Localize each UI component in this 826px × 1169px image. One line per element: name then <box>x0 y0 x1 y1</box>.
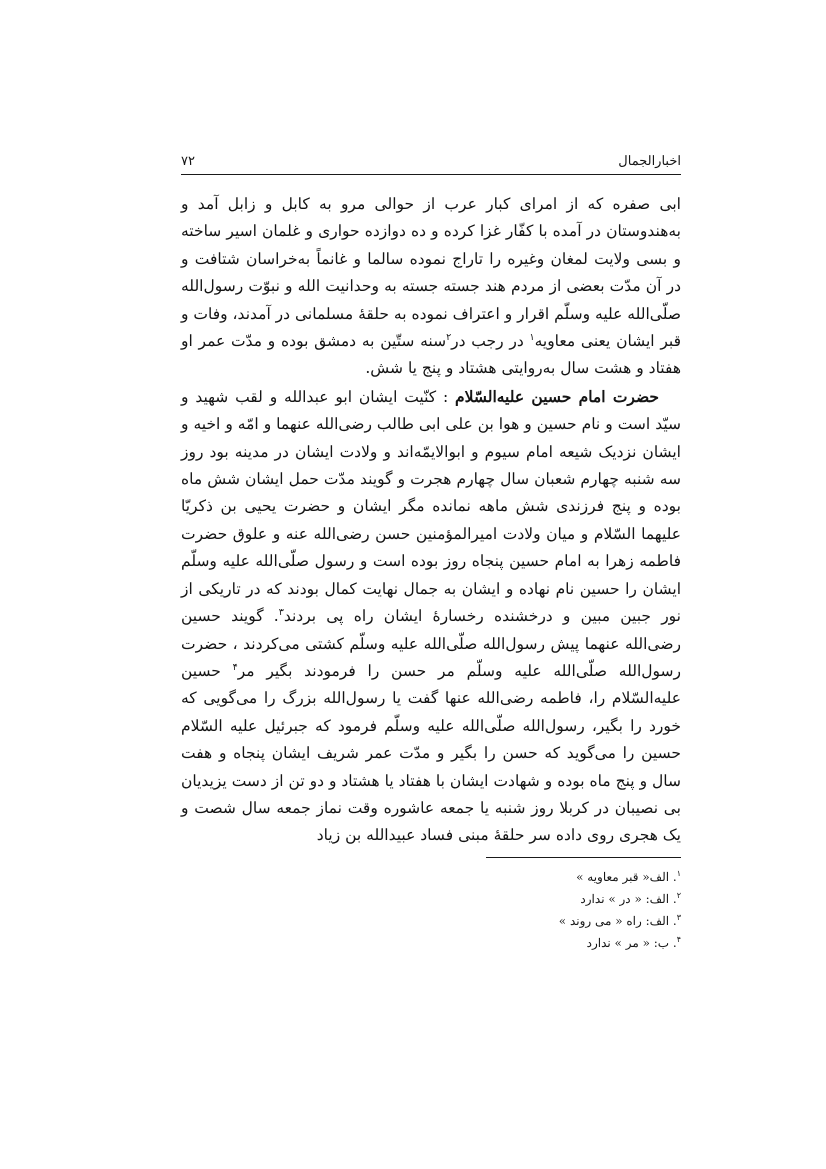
paragraph-2-text-a: : کنّیت ایشان ابو عبدالله و لقب شهید و سیّد است و نام حسین و هوا بن علی ابی طالب رضی‌الله عنهما و امّه و اخیه و ایشان نزدیک شیعه امام سیوم و ابوالایمّه‌اند و ولادت ایشان در مدینه بود روز سه شنبه چهارم شعبان سال چهارم هجرت و گویند مدّت حمل ایشان شش ماه بوده و پنج فرزندی شش ماهه نمانده مگر ایشان و حضرت یحیی بن ذکریّا علیهما السّلام و میان ولادت امیرالمؤمنین حسن رضی‌الله عنه و علوق حضرت فاطمه زهرا به امام حسین پنجاه روز بوده است و رسول صلّی‌الله علیه وسلّم ایشان را حسین نام نهاده و ایشان به جمال نهایت کمال بودند که در تاریکی از نور جبین مبین و درخشنده رخسارهٔ ایشان راه پی بردند <box>181 387 681 626</box>
footnote-2-text: . الف: « در » ندارد <box>580 892 677 906</box>
footnote-rule <box>486 857 681 858</box>
footnote-2 <box>181 888 681 910</box>
paragraph-1-text-c: سنه ستّین به دمشق بوده و مدّت عمر او هفتاد و هشت سال به‌روایتی هشتاد و پنج یا شش. <box>181 332 681 378</box>
footnote-1-text: . الف« قبر معاویه » <box>576 870 677 884</box>
footnote-1 <box>181 866 681 888</box>
page-header <box>181 150 681 172</box>
footnote-4 <box>181 932 681 954</box>
body-text <box>181 191 681 850</box>
footnote-3 <box>181 910 681 932</box>
page-number: ۷۲ <box>181 153 195 169</box>
paragraph-1-text-a: ابی صفره که از امرای کبار عرب از حوالی مرو به کابل و زابل آمد و به‌هندوستان در آمده با کفّار غزا کرده و ده دوازده حواری و غلمان اسیر ساخته و بسی ولایت لمغان وغیره را تاراج نموده سالما و غانماً به‌خراسان شتافت و در آن مدّت بعضی از مردم هند جسته جسته به وحدانیت الله و نبوّت رسول‌الله صلّی‌الله علیه وسلّم اقرار و اعتراف نموده به حلقهٔ مسلمانی در آمدند، وفات و قبر ایشان یعنی معاویه <box>181 195 681 351</box>
footnote-2-number: ۲ <box>676 891 681 900</box>
footnote-4-text: . ب: « مر » ندارد <box>586 936 677 950</box>
running-title: اخبارالجمال <box>618 153 681 169</box>
paragraph-2 <box>181 383 681 850</box>
paragraph-2-text-b: . گویند حسین رضی‌الله عنهما پیش رسول‌الله صلّی‌الله علیه وسلّم کشتی می‌کردند ، حضرت رسول‌الله صلّی‌الله علیه وسلّم مر حسن را فرمودند بگیر مر <box>181 607 681 680</box>
paragraph-1-text-b: در رجب در <box>451 332 530 351</box>
paragraph-2-text-c: حسین علیه‌السّلام را، فاطمه رضی‌الله عنها گفت یا رسول‌الله بزرگ را می‌گویی که خورد را بگیر، رسول‌الله صلّی‌الله علیه وسلّم فرمود که جبرئیل علیه السّلام حسین را می‌گوید که حسن را بگیر و مدّت عمر شریف ایشان پنجاه و هفت سال و پنج ماه بوده و شهادت ایشان با هفتاد یا هشتاد و دو تن از دست یزیدیان بی نصیبان در کربلا روز شنبه یا جمعه عاشوره وقت نماز جمعه سال شصت و یک هجری روی داده سر حلقهٔ مبنی فساد عبیدالله بن زیاد <box>181 661 681 845</box>
footnote-ref-3: ۳ <box>278 606 284 618</box>
footnotes <box>181 866 681 954</box>
section-heading-imam-hussain: حضرت امام حسین علیه‌السّلام <box>455 386 659 406</box>
footnote-ref-4: ۴ <box>232 661 238 673</box>
footnote-ref-1: ۱ <box>529 331 535 343</box>
footnote-1-number: ۱ <box>676 869 681 878</box>
footnote-3-text: . الف: راه « می روند » <box>558 914 677 928</box>
header-rule <box>181 174 681 175</box>
paragraph-1 <box>181 191 681 383</box>
footnote-4-number: ۴ <box>676 935 681 944</box>
footnote-ref-2: ۲ <box>446 331 452 343</box>
footnote-3-number: ۳ <box>676 913 681 922</box>
